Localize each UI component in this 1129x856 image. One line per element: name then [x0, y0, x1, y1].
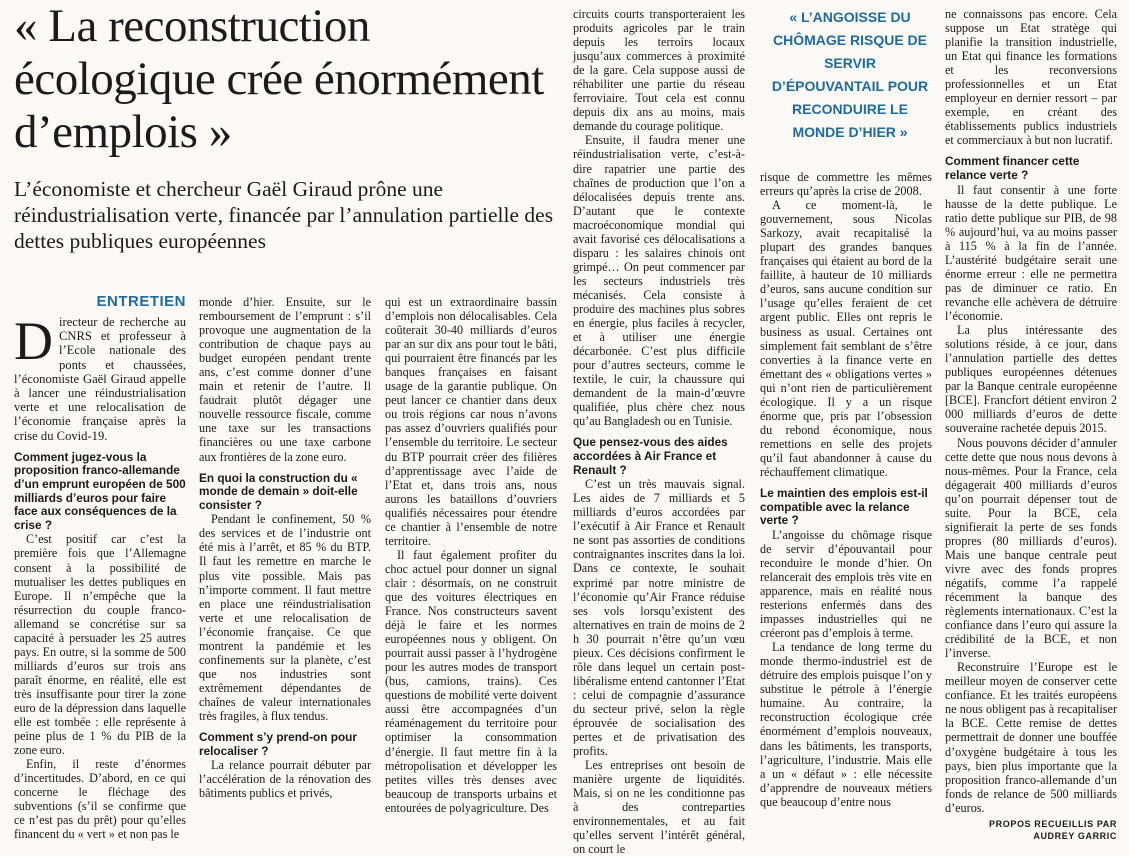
paragraph: risque de commettre les mêmes erreurs qu’après la crise de 2008. — [760, 170, 932, 199]
paragraph: La tendance de long terme du monde thermo-industriel est de détruire des emplois puisque l’on y substitue le pétrole à l’énergie humaine. Au contraire, la reconstruction écologique crée énormément d’emplois nouveaux, dans les bâtiments, les transports, l’agriculture, l’industrie. Mais elle a un « défaut » : elle nécessite d’apprendre de nouveaux métiers que beaucoup d’entre nous — [760, 640, 932, 809]
paragraph: C’est un très mauvais signal. Les aides de 7 milliards et 5 milliards d’euros accordées par l’exécutif à Air France et Renault ne sont pas assorties de conditions contraignantes inscrites dans la loi. Dans ce contexte, le souhait exprimé par notre ministre de l’économie qu’Air France réduise ses vols lorsqu’existent des alternatives en train de moins de 2 h 30 pourrait n’être qu’un vœu pieux. Ces décisions confirment le rôle dans lequel un certain post-libéralisme entend cantonner l’Etat : celui de compagnie d’assurance du secteur privé, selon la règle éprouvée de socialisation des pertes et de privatisation des profits. — [573, 477, 745, 759]
paragraph: Il faut également profiter du choc actuel pour donner un signal clair : désormais, on ne construit que des voitures électriques en France. Nos constructeurs savent déjà le faire et les normes européennes nous y obligent. On pourrait aussi passer à l’hydrogène pour les autres modes de transport (bus, camions, trains). Ces questions de mobilité verte doivent aussi être accompagnées d’un réaménagement du territoire pour optimiser la consommation d’énergie. Il faut mettre fin à la métropolisation et développer les petites villes très denses avec beaucoup de transports urbains et entourées de polyagriculture. Des — [385, 547, 557, 815]
paragraph: A ce moment-là, le gouvernement, sous Nicolas Sarkozy, avait recapitalisé la plupart des grandes banques françaises qui étaient au bord de la faillite, à hauteur de 10 milliards d’euros, sans aucune condition sur l’usage qu’elles feraient de cet argent public. Elles ont repris le business as usual. Certaines ont simplement fait semblant de s’être converties à la finance verte en émettant des « obligations vertes » qui n’ont rien de particulièrement écologique. Il y a un risque énorme que, pris par l’obsession du rebond économique, nous remettions en selle des projets qu’il faut abandonner à cause du réchauffement climatique. — [760, 198, 932, 479]
subtitle: L’économiste et chercheur Gaël Giraud prône une réindustrialisation verte, financée par l’annulation partielle des dettes publiques européennes — [14, 177, 554, 253]
question-6: Comment financer cette relance verte ? — [945, 154, 1080, 183]
column-4 — [573, 7, 745, 856]
paragraph: ne connaissons pas encore. Cela suppose un Etat stratège qui planifie la transition industrielle, un Etat qui finance les formations et les reconversions professionnelles et un Etat employeur en dernier ressort – par exemple, en créant des établissements publics industriels et commerciaux à but non lucratif. — [945, 7, 1117, 148]
column-1 — [14, 293, 186, 841]
paragraph: La plus intéressante des solutions réside, à ce jour, dans l’annulation partielle des dettes publiques européennes détenues par la Banque centrale européenne [BCE]. Francfort détient environ 2 000 milliards d’euros de dette souveraine rachetée depuis 2015. — [945, 323, 1117, 436]
paragraph: circuits courts transporteraient les produits agricoles par le train depuis les terroirs locaux jusqu’aux commerces à proximité de la gare. Cela suppose aussi de réhabiliter une partie du réseau ferroviaire. Tout cela est connu depuis dix ans au moins, mais demande du courage politique. — [573, 7, 745, 134]
question-5: Le maintien des emplois est-il compatible avec la relance verte ? — [760, 486, 928, 528]
intro-text: irecteur de recherche au CNRS et professeur à l’Ecole nationale des ponts et chaussées, l’économiste Gaël Giraud appelle à lancer une réindustrialisation verte et une relocalisation de l’économie française après la crise du Covid-19. — [14, 315, 186, 443]
paragraph: Ensuite, il faudra mener une réindustrialisation verte, c’est-à-dire rapatrier une partie des chaînes de production que l’on a délocalisées depuis trente ans. D’autant que le contexte macroéconomique mondial qui avait favorisé ces délocalisations a disparu : les salaires chinois ont grimpé… On peut commencer par les secteurs industriels très mécanisés. Cela consiste à produire des machines plus sobres en énergie, plus faciles à recycler, et à utiliser une énergie décarbonée. C’est plus difficile pour d’autres secteurs, comme le textile, le cuir, la chaussure qui demandent de la main-d’œuvre qualifiée, plus chère chez nous qu’au Bangladesh ou en Tunisie. — [573, 133, 745, 429]
paragraph: L’angoisse du chômage risque de servir d’épouvantail pour reconduire le monde d’hier. On relancerait des emplois très vite en apparence, mais en réalité nous resterions enfermés dans des impasses industrielles qui ne créeront pas d’emplois à terme. — [760, 527, 932, 641]
byline-label: PROPOS RECUEILLIS PAR — [989, 818, 1117, 829]
byline-author: AUDREY GARRIC — [1033, 830, 1117, 841]
paragraph: Il faut consentir à une forte hausse de la dette publique. Le ratio dette publique sur PIB, de 98 % aujourd’hui, va au moins passer à 115 % à la fin de l’année. L’austérité budgétaire serait une énorme erreur : elle ne permettra pas de diminuer ce ratio. En revanche elle achèvera de détruire l’économie. — [945, 182, 1117, 324]
section-kicker: ENTRETIEN — [96, 293, 186, 310]
paragraph: monde d’hier. Ensuite, sur le remboursement de l’emprunt : s’il provoque une augmentation de la contribution de chaque pays au budget européen pendant trente ans, c’est comme donner d’une main et retenir de l’autre. Il faudrait plutôt dégager une nouvelle ressource fiscale, comme une taxe sur les transactions financières ou une taxe carbone aux frontières de la zone euro. — [199, 295, 371, 464]
question-1: Comment jugez-vous la proposition franco-allemande d’un emprunt européen de 500 milliards d’euros pour faire face aux conséquences de la crise ? — [14, 449, 186, 532]
byline — [945, 818, 1117, 842]
dropcap: D — [14, 311, 53, 372]
column-2 — [199, 295, 371, 800]
paragraph: qui est un extraordinaire bassin d’emplois non délocalisables. Cela coûterait 30-40 milliards d’euros par an sur dix ans pour tout le bâti, qui pourraient être financés par les banques françaises en faisant usage de la garantie publique. On peut lancer ce chantier dans deux ou trois régions car nous n’avons pas assez d’ouvriers qualifiés pour l’ensemble du territoire. Le secteur du BTP pourrait créer des filières d’apprentissage avec l’aide de l’Etat et, dans trois ans, nous aurons les bataillons d’ouvriers qualifiés nécessaires pour étendre ce chantier à l’ensemble de notre territoire. — [385, 295, 557, 548]
paragraph: Les entreprises ont besoin de manière urgente de liquidités. Mais, si on ne les conditionne pas à des contreparties environnementales, et au fait qu’elles servent l’intérêt général, on court le — [573, 758, 745, 856]
intro-paragraph — [14, 311, 186, 443]
column-3 — [385, 295, 557, 815]
pull-quote: « L’ANGOISSE DU CHÔMAGE RISQUE DE SERVIR D’ÉPOUVANTAIL POUR RECONDUIRE LE MONDE D’HIER » — [771, 9, 929, 140]
headline: « La reconstruction écologique crée énormément d’emplois » — [14, 0, 544, 158]
question-2: En quoi la construction du « monde de demain » doit-elle consister ? — [199, 470, 358, 512]
paragraph: Pendant le confinement, 50 % des services et de l’industrie ont été mis à l’arrêt, et 85 % du BTP. Il faut les remettre en marche le plus vite possible. Mais pas n’importe comment. Il faut mettre en place une réindustrialisation verte et une relocalisation de l’économie française. Ce que montrent la pandémie et les confinements sur la planète, c’est que nos industries sont extrêmement dépendantes de chaînes de valeur internationales très fragiles, à flux tendus. — [199, 512, 371, 723]
question-4: Que pensez-vous des aides accordées à Air France et Renault ? — [573, 435, 728, 477]
column-5 — [760, 170, 932, 809]
paragraph: Nous pouvons décider d’annuler cette dette que nous nous devons à nous-mêmes. Pour la France, cela dégagerait 400 milliards d’euros qu’on pourrait dépenser tout de suite. Pour la BCE, cela signifierait la perte de ses fonds propres (80 milliards d’euros). Mais une banque centrale peut vivre avec des fonds propres négatifs, comme l’a rappelé récemment la banque des règlements internationaux. C’est la confiance dans l’euro qui assure la crédibilité de la BCE, et non l’inverse. — [945, 435, 1117, 661]
paragraph: Reconstruire l’Europe est le meilleur moyen de conserver cette confiance. Et les traités européens ne nous obligent pas à recapitaliser la BCE. Cette remise de dettes permettrait de donner une bouffée d’oxygène budgétaire à tous les pays, bien plus importante que la proposition franco-allemande d’un fonds de relance de 500 milliards d’euros. — [945, 660, 1117, 815]
paragraph: C’est positif car c’est la première fois que l’Allemagne consent à la possibilité de mutualiser les dettes publiques en Europe. Il n’empêche que la résurrection du couple franco-allemand se concrétise sur sa capacité à persuader les 25 autres pays. En outre, si la somme de 500 milliards d’euros sur trois ans paraît énorme, en réalité, elle est très insuffisante pour tirer la zone euro de la dépression dans laquelle elle est tombée : elle représente à peine plus de 1 % du PIB de la zone euro. — [14, 532, 186, 758]
question-3: Comment s’y prend-on pour relocaliser ? — [199, 730, 357, 758]
paragraph: Enfin, il reste d’énormes d’incertitudes. D’abord, en ce qui concerne le fléchage des subventions (s’il se confirme que ce n’est pas du prêt) pour qu’elles financent du « vert » et non pas le — [14, 757, 186, 842]
paragraph: La relance pourrait débuter par l’accélération de la rénovation des bâtiments publics et privés, — [199, 758, 371, 801]
column-6 — [945, 7, 1117, 842]
